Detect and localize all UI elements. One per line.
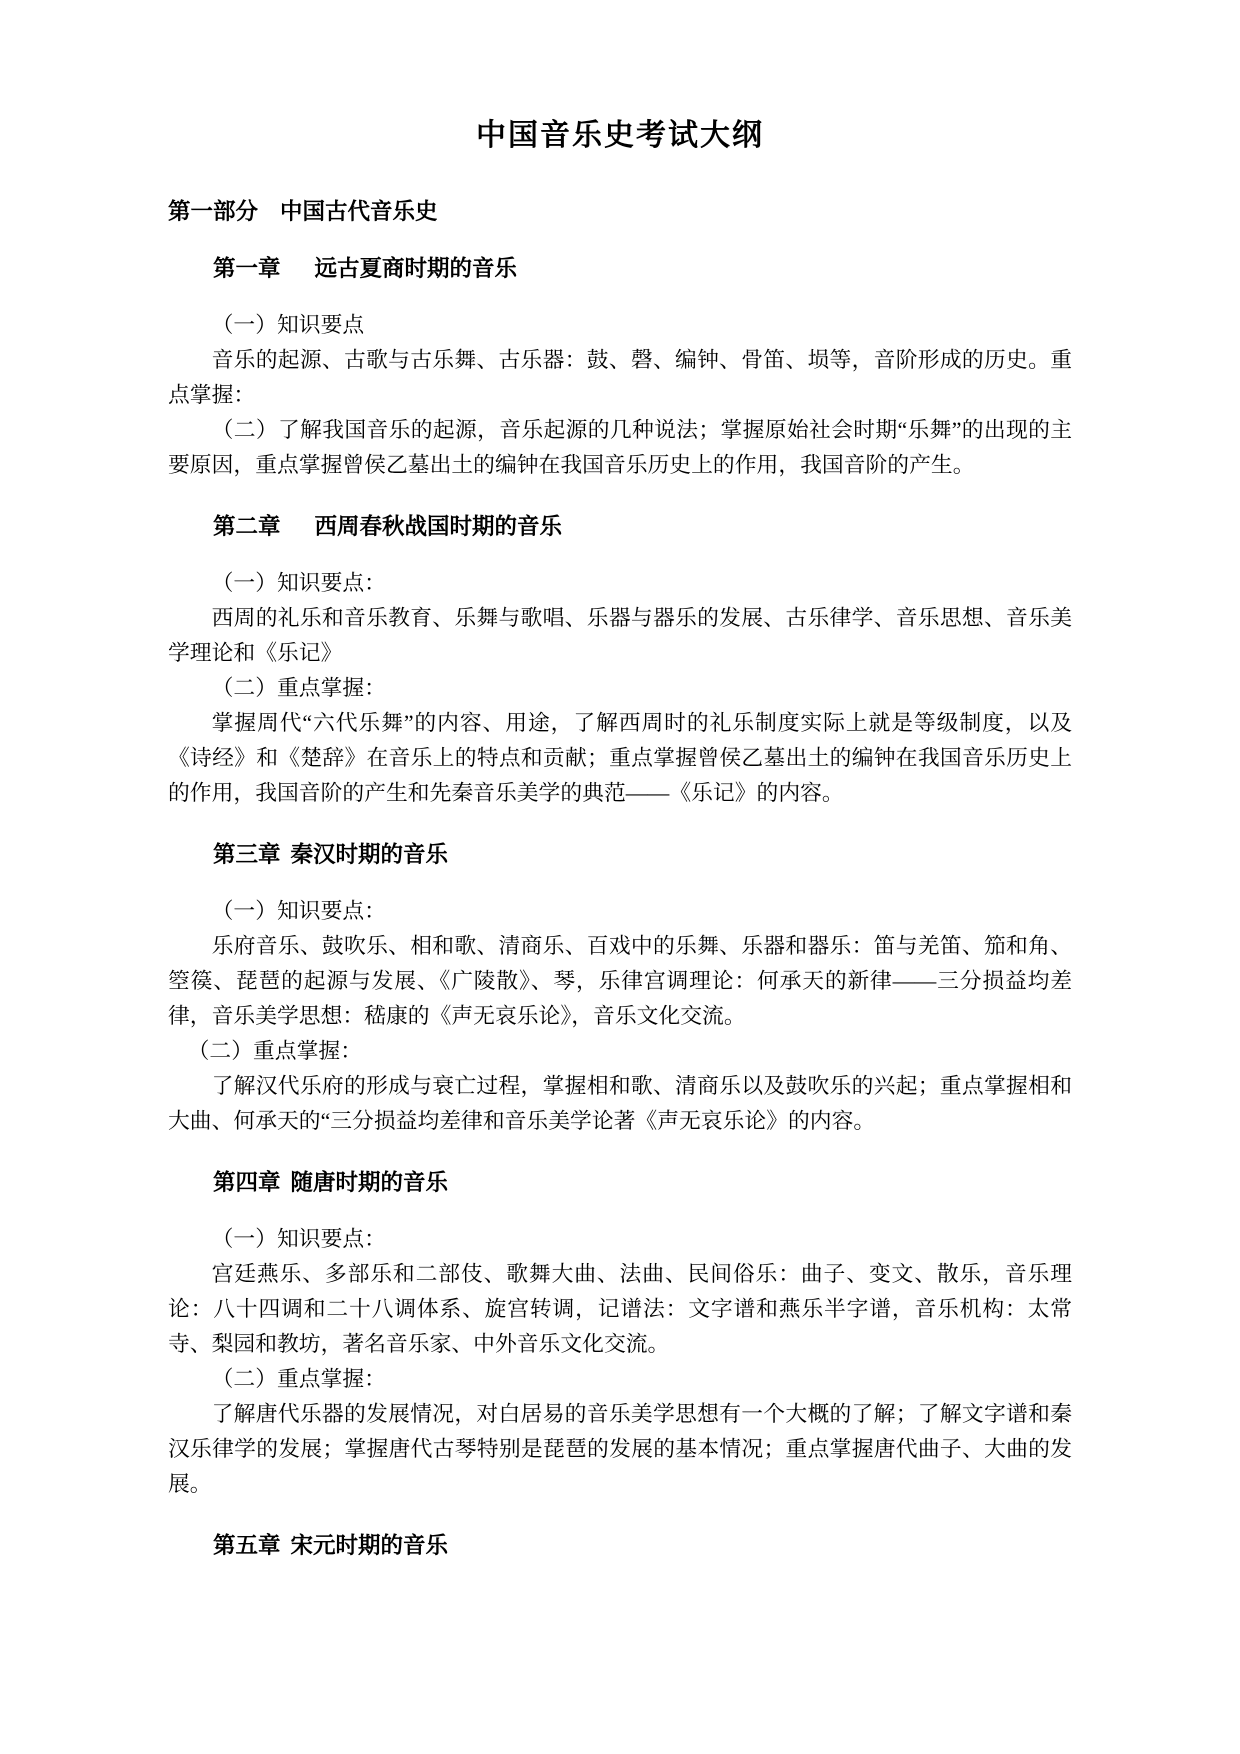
chapter-title: 西周春秋战国时期的音乐 <box>314 514 563 539</box>
chapter-1 <box>168 255 1072 483</box>
paragraph: （二）了解我国音乐的起源，音乐起源的几种说法；掌握原始社会时期“乐舞”的出现的主要原因，重点掌握曾侯乙墓出土的编钟在我国音乐历史上的作用，我国音阶的产生。 <box>168 418 1072 477</box>
paragraph: （一）知识要点： <box>211 1227 386 1251</box>
chapter-title: 秦汉时期的音乐 <box>290 842 449 867</box>
chapter-4-heading <box>168 1169 1072 1196</box>
paragraph: 宫廷燕乐、多部乐和二部伎、歌舞大曲、法曲、民间俗乐：曲子、变文、散乐，音乐理论：八十四调和二十八调体系、旋宫转调，记谱法：文字谱和燕乐半字谱，音乐机构：太常寺、梨园和教坊，著名音乐家、中外音乐文化交流。 <box>168 1262 1072 1356</box>
chapter-3-heading <box>168 841 1072 868</box>
paragraph: （一）知识要点 <box>211 313 365 337</box>
chapter-title: 远古夏商时期的音乐 <box>314 256 518 281</box>
chapter-title: 随唐时期的音乐 <box>290 1170 449 1195</box>
paragraph: 了解汉代乐府的形成与衰亡过程，掌握相和歌、清商乐以及鼓吹乐的兴起；重点掌握相和大曲、何承天的“三分损益均差律和音乐美学论著《声无哀乐论》的内容。 <box>168 1074 1072 1133</box>
paragraph: 了解唐代乐器的发展情况，对白居易的音乐美学思想有一个大概的了解；了解文字谱和秦汉乐律学的发展；掌握唐代古琴特别是琵琶的发展的基本情况；重点掌握唐代曲子、大曲的发展。 <box>168 1402 1072 1496</box>
part-heading <box>168 198 1072 225</box>
chapter-1-heading <box>168 255 1072 282</box>
paragraph: 音乐的起源、古歌与古乐舞、古乐器：鼓、磬、编钟、骨笛、埙等，音阶形成的历史。重点掌握： <box>168 348 1072 407</box>
paragraph: 西周的礼乐和音乐教育、乐舞与歌唱、乐器与器乐的发展、古乐律学、音乐思想、音乐美学理论和《乐记》 <box>168 606 1072 665</box>
chapter-3 <box>168 841 1072 1139</box>
chapter-4 <box>168 1169 1072 1502</box>
chapter-number: 第四章 <box>213 1170 281 1195</box>
chapter-number: 第三章 <box>213 842 281 867</box>
chapter-number: 第五章 <box>213 1533 281 1558</box>
paragraph: （二）重点掌握： <box>187 1039 362 1063</box>
chapter-5-heading <box>168 1532 1072 1559</box>
chapter-number: 第一章 <box>213 256 281 281</box>
chapter-number: 第二章 <box>213 514 281 539</box>
chapter-2-heading <box>168 513 1072 540</box>
chapter-2 <box>168 513 1072 811</box>
paragraph: 乐府音乐、鼓吹乐、相和歌、清商乐、百戏中的乐舞、乐器和器乐：笛与羌笛、笳和角、箜篌、琵琶的起源与发展、《广陵散》、琴，乐律宫调理论：何承天的新律——三分损益均差律，音乐美学思想：嵇康的《声无哀乐论》，音乐文化交流。 <box>168 934 1072 1028</box>
chapter-5 <box>168 1532 1072 1559</box>
paragraph: （一）知识要点： <box>211 571 386 595</box>
paragraph: （一）知识要点： <box>211 899 386 923</box>
paragraph: （二）重点掌握： <box>211 1367 386 1391</box>
part-title: 中国古代音乐史 <box>280 199 438 224</box>
chapter-title: 宋元时期的音乐 <box>290 1533 449 1558</box>
paragraph: 掌握周代“六代乐舞”的内容、用途，了解西周时的礼乐制度实际上就是等级制度，以及《诗经》和《楚辞》在音乐上的特点和贡献；重点掌握曾侯乙墓出土的编钟在我国音乐历史上的作用，我国音阶的产生和先秦音乐美学的典范——《乐记》的内容。 <box>168 711 1072 805</box>
part-number: 第一部分 <box>168 199 259 224</box>
paragraph: （二）重点掌握： <box>211 676 386 700</box>
document-title: 中国音乐史考试大纲 <box>476 119 764 152</box>
